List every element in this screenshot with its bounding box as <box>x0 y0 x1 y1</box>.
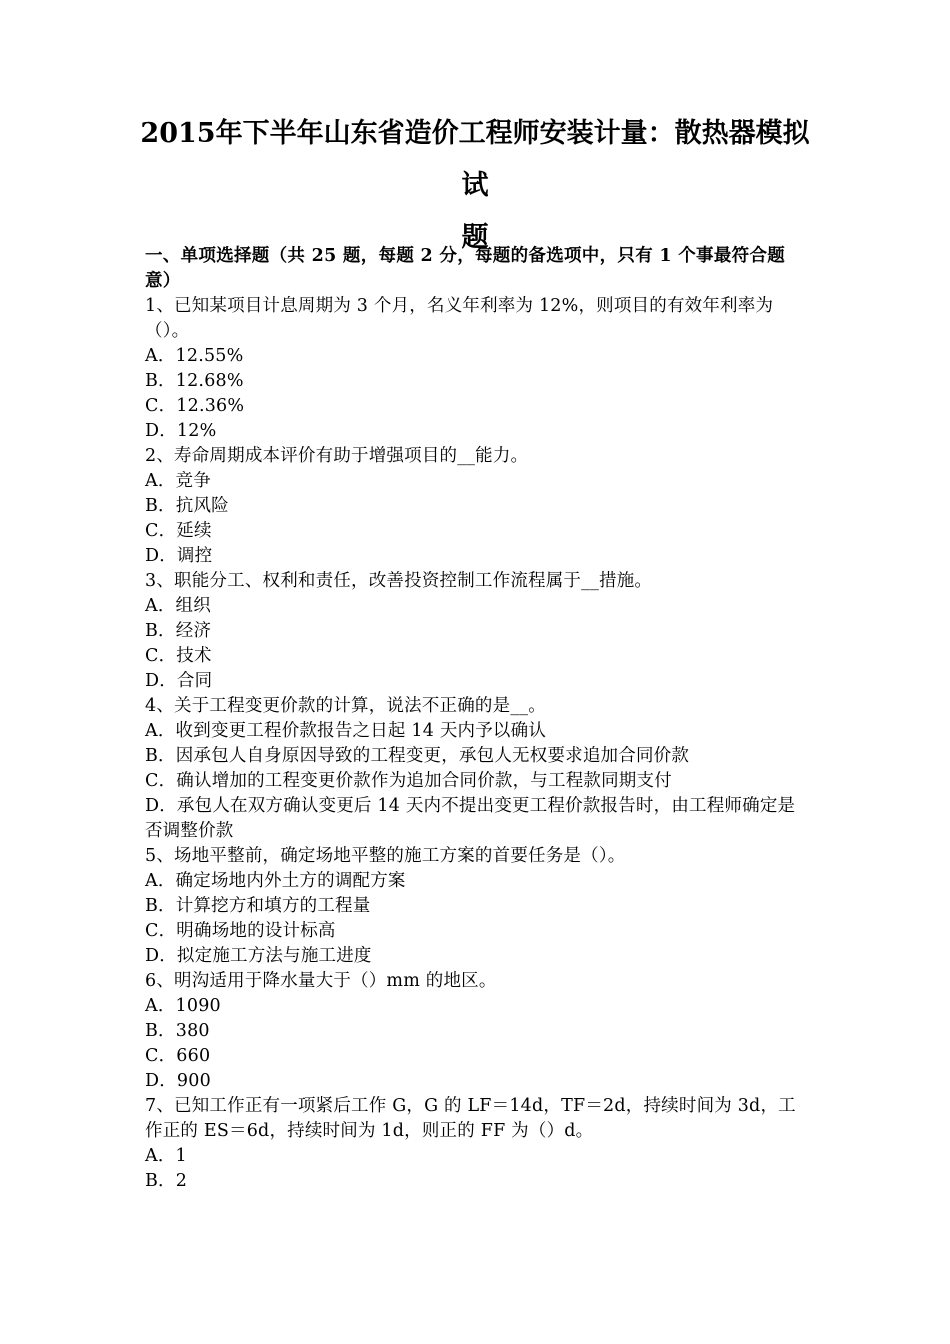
option-b: B．经济 <box>145 621 212 641</box>
option-a: A．确定场地内外土方的调配方案 <box>145 871 406 891</box>
question-4 <box>145 694 810 844</box>
option-c: C．确认增加的工程变更价款作为追加合同价款，与工程款同期支付 <box>145 771 672 791</box>
question-text: 5、场地平整前，确定场地平整的施工方案的首要任务是（）。 <box>145 846 626 866</box>
option-a: A．组织 <box>145 596 211 616</box>
option-b: B．计算挖方和填方的工程量 <box>145 896 371 916</box>
option-a: A．12.55% <box>145 346 244 366</box>
question-text: 3、职能分工、权利和责任，改善投资控制工作流程属于__措施。 <box>145 571 653 591</box>
section-heading: 一、单项选择题（共 25 题，每题 2 分，每题的备选项中，只有 1 个事最符合题意） <box>145 246 786 291</box>
option-b: B．抗风险 <box>145 496 229 516</box>
option-a: A．竞争 <box>145 471 211 491</box>
option-d: D．拟定施工方法与施工进度 <box>145 946 372 966</box>
option-b: B．12.68% <box>145 371 244 391</box>
question-text: 2、寿命周期成本评价有助于增强项目的__能力。 <box>145 446 529 466</box>
question-text: 1、已知某项目计息周期为 3 个月，名义年利率为 12%，则项目的有效年利率为（）。 <box>145 296 774 341</box>
title-line-2: 题 <box>461 222 489 253</box>
option-b: B．因承包人自身原因导致的工程变更，承包人无权要求追加合同价款 <box>145 746 690 766</box>
option-a: A．1 <box>145 1146 187 1166</box>
question-1 <box>145 294 810 444</box>
option-b: B．380 <box>145 1021 210 1041</box>
option-d: D．合同 <box>145 671 213 691</box>
option-b: B．2 <box>145 1171 188 1191</box>
option-d: D．调控 <box>145 546 213 566</box>
question-text: 6、明沟适用于降水量大于（）mm 的地区。 <box>145 971 497 991</box>
option-d: D．900 <box>145 1071 211 1091</box>
question-3 <box>145 569 810 694</box>
title-line-1: 2015年下半年山东省造价工程师安装计量：散热器模拟试 <box>140 118 810 201</box>
option-d: D．12% <box>145 421 217 441</box>
document-body <box>145 244 810 1194</box>
option-c: C．延续 <box>145 521 212 541</box>
question-2 <box>145 444 810 569</box>
option-c: C．技术 <box>145 646 212 666</box>
option-c: C．660 <box>145 1046 211 1066</box>
option-c: C．明确场地的设计标高 <box>145 921 336 941</box>
question-text: 7、已知工作正有一项紧后工作 G，G 的 LF＝14d，TF＝2d，持续时间为 3d，工作正的 ES＝6d，持续时间为 1d，则正的 FF 为（）d。 <box>145 1096 796 1141</box>
document-title <box>140 108 810 264</box>
option-d: D．承包人在双方确认变更后 14 天内不提出变更工程价款报告时，由工程师确定是否调整价款 <box>145 796 796 841</box>
question-5 <box>145 844 810 969</box>
option-a: A．收到变更工程价款报告之日起 14 天内予以确认 <box>145 721 547 741</box>
question-text: 4、关于工程变更价款的计算，说法不正确的是__。 <box>145 696 546 716</box>
question-7 <box>145 1094 810 1194</box>
option-a: A．1090 <box>145 996 221 1016</box>
option-c: C．12.36% <box>145 396 245 416</box>
question-6 <box>145 969 810 1094</box>
